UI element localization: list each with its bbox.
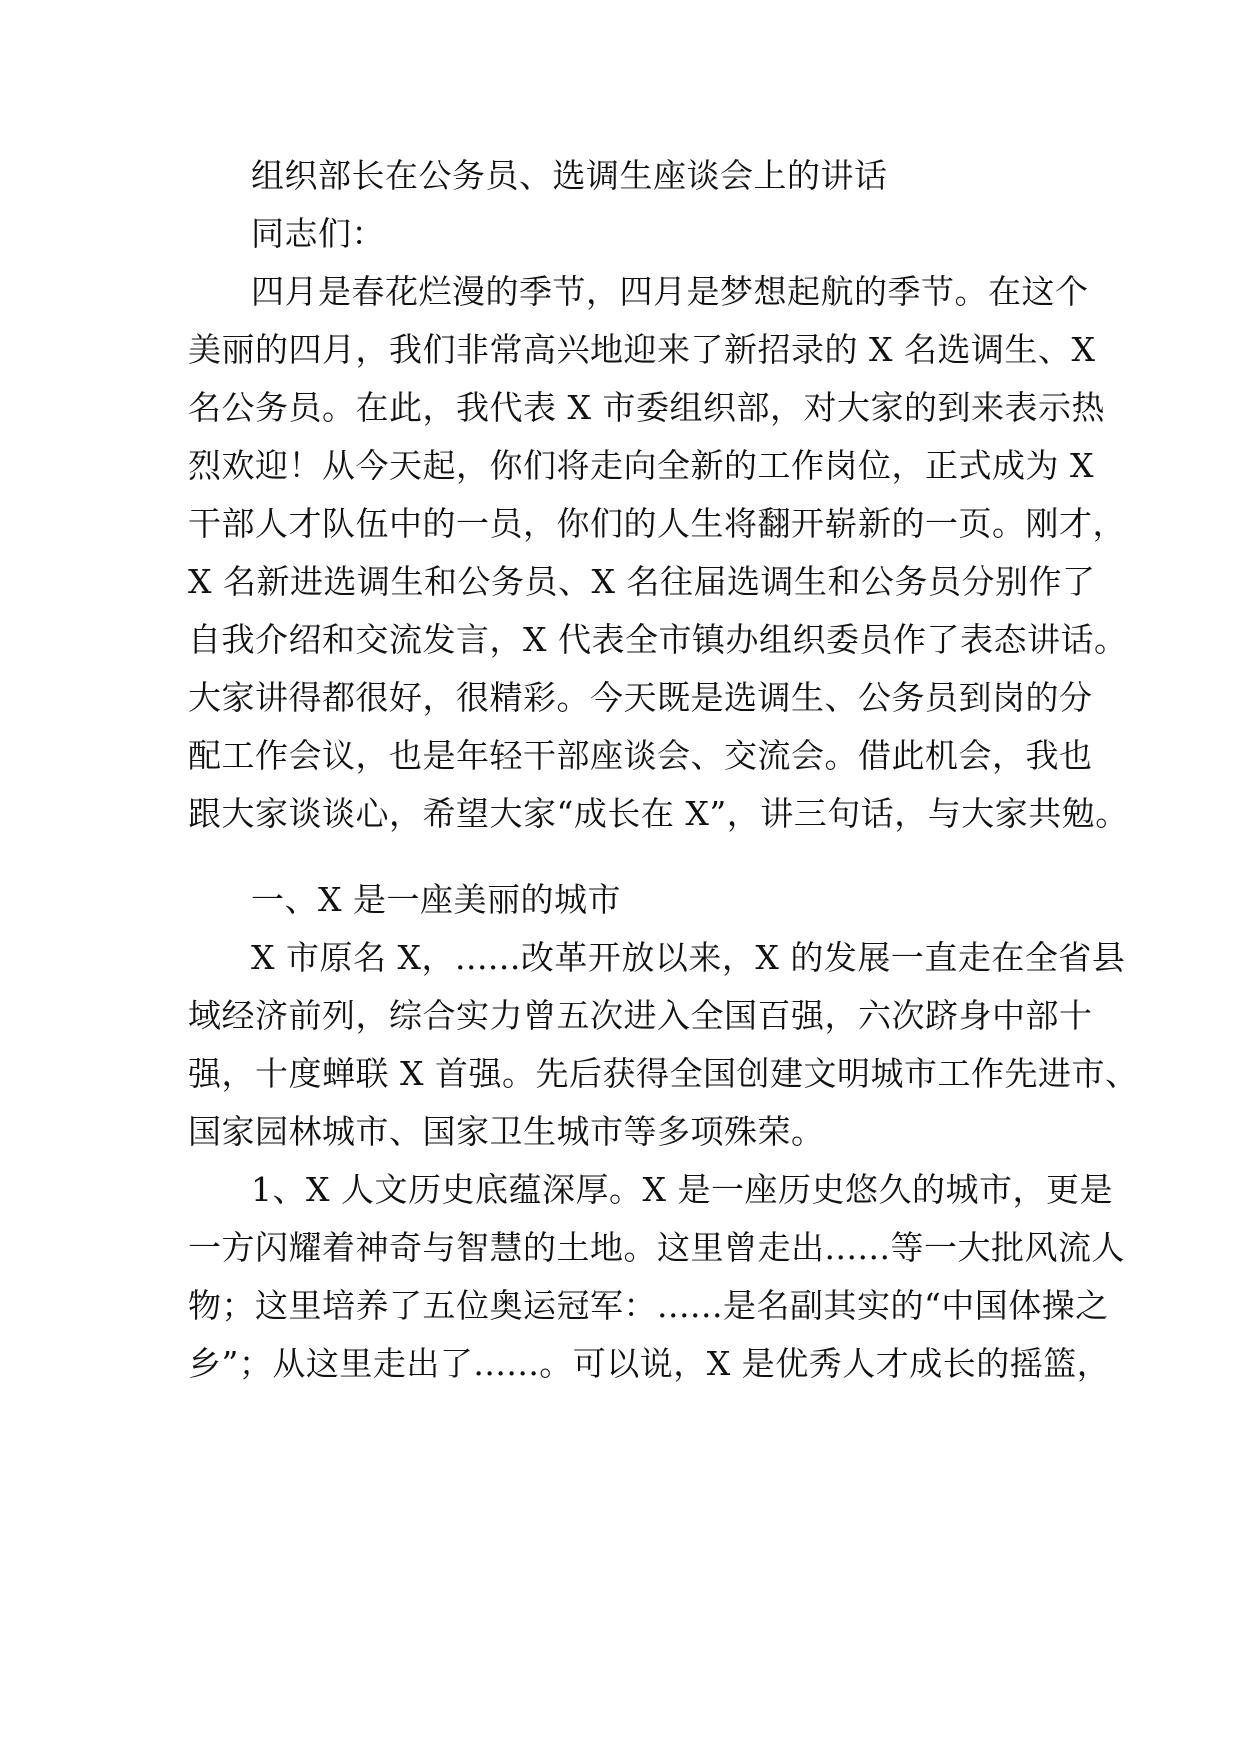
paragraph3-line: 一方闪耀着神奇与智慧的土地。这里曾走出......等一大批风流人 [188,1228,1125,1267]
paragraph1-line: 自我介绍和交流发言，X 代表全市镇办组织委员作了表态讲话。 [188,620,1128,659]
paragraph1-line: 四月是春花烂漫的季节，四月是梦想起航的季节。在这个 [251,272,1089,311]
paragraph1-line: 配工作会议，也是年轻干部座谈会、交流会。借此机会，我也 [188,736,1093,775]
section-heading: 一、X 是一座美丽的城市 [251,880,621,919]
paragraph3-line: 乡”；从这里走出了......。可以说，X 是优秀人才成长的摇篮， [188,1344,1111,1383]
paragraph1-line: X 名新进选调生和公务员、X 名往届选调生和公务员分别作了 [188,562,1096,601]
paragraph3-line: 1、X 人文历史底蕴深厚。X 是一座历史悠久的城市，更是 [251,1170,1113,1209]
paragraph2-line: 域经济前列，综合实力曾五次进入全国百强，六次跻身中部十 [188,996,1093,1035]
paragraph2-line: 国家园林城市、国家卫生城市等多项殊荣。 [188,1112,825,1151]
paragraph2-line: 强，十度蝉联 X 首强。先后获得全国创建文明城市工作先进市、 [188,1054,1139,1093]
paragraph1-line: 跟大家谈谈心，希望大家“成长在 X”，讲三句话，与大家共勉。 [188,794,1129,833]
paragraph1-line: 干部人才队伍中的一员，你们的人生将翻开崭新的一页。刚才， [188,504,1126,543]
document-title: 组织部长在公务员、选调生座谈会上的讲话 [251,156,888,195]
paragraph1-line: 美丽的四月，我们非常高兴地迎来了新招录的 X 名选调生、X [188,330,1096,369]
paragraph3-line: 物；这里培养了五位奥运冠军：......是名副其实的“中国体操之 [188,1286,1109,1325]
paragraph1-line: 名公务员。在此，我代表 X 市委组织部，对大家的到来表示热 [188,388,1105,427]
salutation: 同志们： [251,214,385,253]
paragraph2-line: X 市原名 X，......改革开放以来，X 的发展一直走在全省县 [251,938,1126,977]
paragraph1-line: 烈欢迎！从今天起，你们将走向全新的工作岗位，正式成为 X [188,446,1094,485]
paragraph1-line: 大家讲得都很好，很精彩。今天既是选调生、公务员到岗的分 [188,678,1093,717]
